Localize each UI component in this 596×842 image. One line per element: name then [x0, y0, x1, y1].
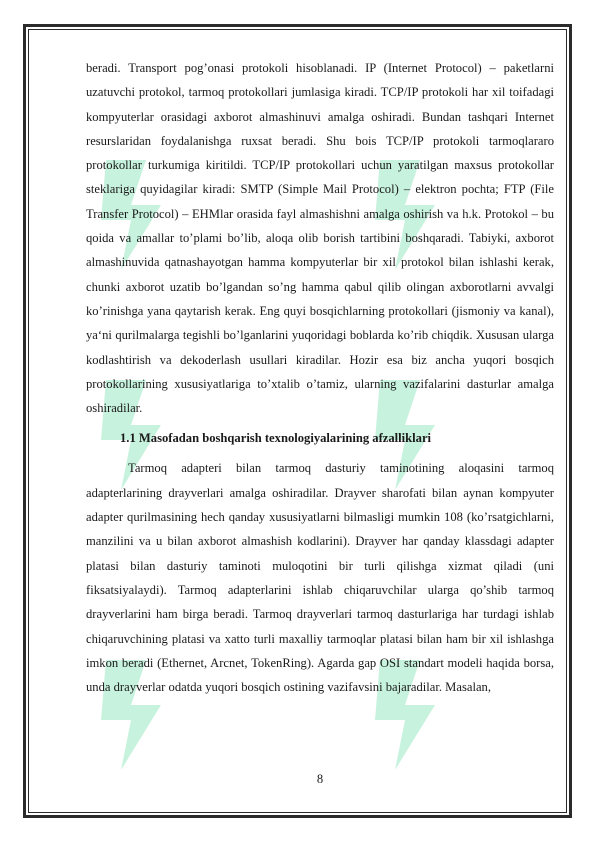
body-paragraph-top: beradi. Transport pog’onasi protokoli hisoblanadi. IP (Internet Protocol) – paketlarni uzatuvchi protokol, tarmoq protokollari jumlasiga kiradi. TCP/IP protokoli har xil toifadagi kompyuterlar orasidagi axborot almashinuvi amalga oshiradi. Bundan tashqari Internet resurslaridan foydalanishga ruxsat beradi. Shu bois TCP/IP protokoli tarmoqlararo protokollar turkumiga kiritildi. TCP/IP protokollari uchun yaratilgan maxsus protokollar steklariga quyidagilar kiradi: SMTP (Simple Mail Protocol) – elektron pochta; FTP (File Transfer Protocol) – EHMlar orasida fayl almashishni amalga oshirish va h.k. Protokol – bu qoida va amallar to’plami bo’lib, aloqa olib borish tartibini boshqaradi. Tabiyki, axborot almashinuvida qatnashayotgan hamma kompyuterlar bir xil protokol bilan ishlashi kerak, chunki axborot uzatib bo’lgandan so’ng hamma qabul qilib olingan axborotlarni avvalgi ko’rinishga yana qaytarish kerak. Eng quyi bosqichlarning protokollari (jismoniy va kanal), ya‘ni qurilmalarga tegishli bo’lganlarini yuqoridagi boblarda ko’rib chiqdik. Xususan ularga kodlashtirish va dekoderlash usullari kiradilar. Hozir esa biz ancha yuqori bosqich protokollarining xususiyatlariga to’xtalib o’tamiz, ularning vazifalarini dasturlar amalga oshiradilar. — [86, 61, 554, 416]
body-paragraph-bottom: Tarmoq adapteri bilan tarmoq dasturiy taminotining aloqasini tarmoq adapterlarining drayverlari amalga oshiradilar. Drayver sharofati bilan aynan kompyuter adapter qurilmasining hech qanday xususiyatlarni bilmasligi mumkin 108 (ko’rsatgichlarni, manzilini va u bilan axborot almashish kodlarini). Drayver har qanday klassdagi adapter platasi bilan dasturiy taminoti muloqotini bir turli qilishga xizmat qiladi (uni fiksatsiyalaydi). Tarmoq adapterlarini ishlab chiqaruvchilar ularga qo’shib tarmoq drayverlarini ham birga beradi. Tarmoq drayverlari tarmoq dasturlariga har turdagi ishlab chiqaruvchining platasi va xatto turli maxalliy tarmoqlar platasi bilan ham bir xil ishlashga imkon beradi (Ethernet, Arcnet, TokenRing). Agarda gap OSI standart modeli haqida borsa, unda drayverlar odatda yuqori bosqich ostining vazifavsini bajaradilar. Masalan, — [86, 461, 554, 695]
page-number: 8 — [316, 772, 324, 786]
document-body — [86, 56, 554, 699]
section-heading: 1.1 Masofadan boshqarish texnologiyalarining afzalliklari — [120, 431, 432, 446]
